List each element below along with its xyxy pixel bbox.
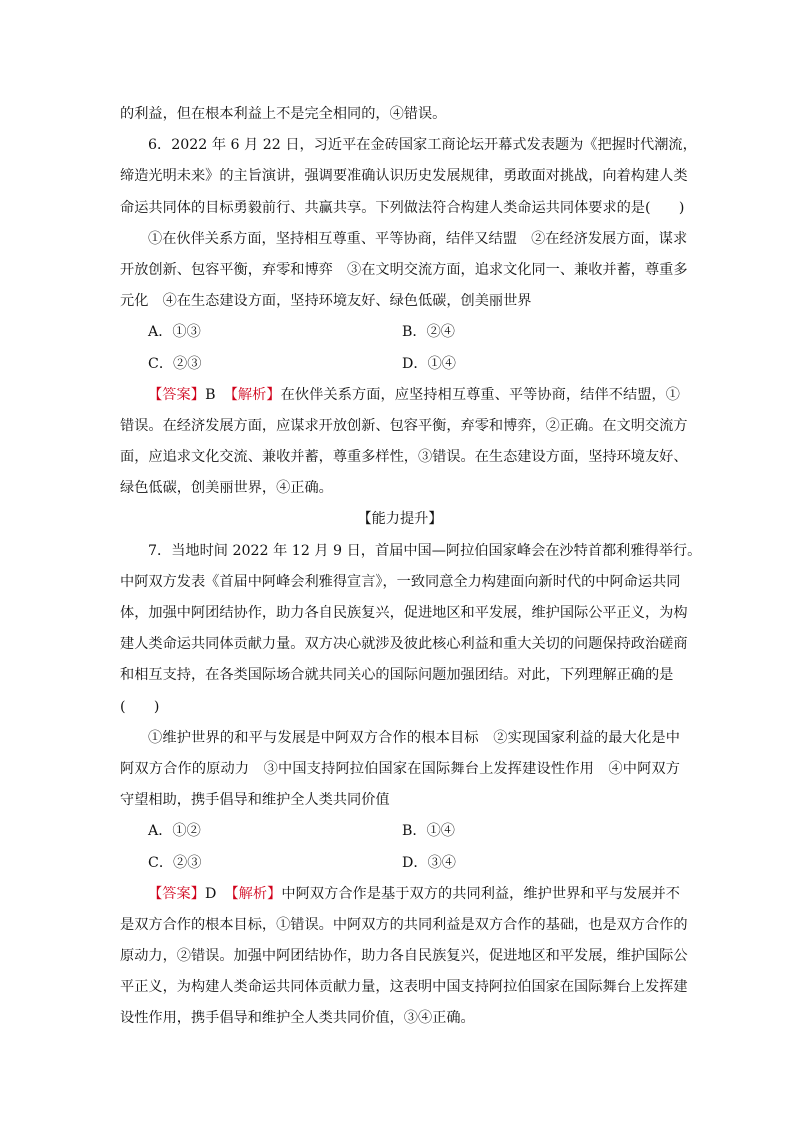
- q6-answer-tag: 【答案】: [148, 386, 206, 403]
- q6-options-row: [120, 317, 680, 348]
- q7-options-row: [120, 848, 680, 879]
- question-6: [120, 130, 697, 504]
- q7-options-row: [120, 816, 680, 847]
- q6-analysis-line: 错误。在经济发展方面，应谋求开放创新、包容平衡，弃零和博弈，②正确。在文明交流方: [120, 417, 688, 434]
- q7-analysis-text: 中阿双方合作是基于双方的共同利益，维护世界和平与发展并不: [281, 885, 680, 902]
- q7-answer-value: D: [204, 885, 217, 902]
- q6-stem-line: 命运共同体的目标勇毅前行、共赢共享。下列做法符合构建人类命运共同体要求的是( ): [120, 199, 685, 216]
- q7-analysis-line: 设性作用，携手倡导和维护全人类共同价值，③④正确。: [120, 1010, 475, 1027]
- q6-answer-value: B: [205, 386, 216, 403]
- q6-option-d: D．①④: [402, 355, 456, 372]
- q6-analysis-line: 面，应追求文化交流、兼收并蓄，尊重多样性，③错误。在生态建设方面，坚持环境友好、: [120, 449, 688, 466]
- q6-option-a: A．①③: [148, 324, 201, 341]
- q6-option-b: B．②④: [402, 324, 455, 341]
- q6-stem-line: 6．2022 年 6 月 22 日，习近平在金砖国家工商论坛开幕式发表题为《把握时代潮流，: [148, 137, 697, 154]
- q7-analysis-line: 平正义，为构建人类命运共同体贡献力量，这表明中国支持阿拉伯国家在国际舞台上发挥建: [120, 979, 688, 996]
- prev-analysis-tail: 的利益，但在根本利益上不是完全相同的，④错误。: [120, 106, 447, 122]
- q6-analysis-text: 在伙伴关系方面，应坚持相互尊重、平等协商，结伴不结盟，①: [280, 386, 680, 403]
- q7-option-c: C．②③: [148, 854, 202, 871]
- q7-stem-line: 体，加强中阿团结协作，助力各自民族复兴，促进地区和平发展，维护国际公平正义，为构: [120, 605, 688, 621]
- q7-statement-line: 阿双方合作的原动力 ③中国支持阿拉伯国家在国际舞台上发挥建设性作用 ④中阿双方: [120, 760, 680, 777]
- section-title: 【能力提升】: [357, 511, 443, 528]
- q7-answer-tag: 【答案】: [148, 885, 205, 902]
- q7-stem-line: 和相互支持，在各类国际场合就共同关心的国际问题加强团结。对此，下列理解正确的是: [120, 667, 674, 684]
- q7-analysis-line: [120, 879, 680, 910]
- q6-stem-line: 缔造光明未来》的主旨演讲，强调要准确认识历史发展规律，勇敢面对挑战，向着构建人类: [120, 168, 688, 185]
- q7-statement-line: 守望相助，携手倡导和维护全人类共同价值: [120, 792, 390, 809]
- q7-option-d: D．③④: [402, 854, 456, 871]
- q6-analysis-line: [120, 380, 680, 411]
- q7-statement-line: ①维护世界的和平与发展是中阿双方合作的根本目标 ②实现国家利益的最大化是中: [148, 729, 680, 746]
- q6-analysis-line: 绿色低碳，创美丽世界，④正确。: [120, 480, 333, 497]
- q6-analysis-tag: 【解析】: [223, 386, 281, 403]
- q6-option-c: C．②③: [148, 355, 202, 372]
- q6-statement-line: 开放创新、包容平衡，弃零和博弈 ③在文明交流方面，追求文化同一、兼收并蓄，尊重多: [120, 261, 688, 278]
- q7-option-b: B．①④: [402, 823, 455, 840]
- q7-analysis-line: 是双方合作的根本目标，①错误。中阿双方的共同利益是双方合作的基础，也是双方合作的: [120, 916, 688, 933]
- question-7: [120, 536, 702, 1035]
- q7-stem-line: 7．当地时间 2022 年 12 月 9 日，首届中国—阿拉伯国家峰会在沙特首都利雅得举行。: [148, 542, 702, 559]
- q6-statement-line: ①在伙伴关系方面，坚持相互尊重、平等协商，结伴又结盟 ②在经济发展方面，谋求: [148, 230, 688, 247]
- q7-option-a: A．①②: [148, 823, 201, 840]
- q6-statement-line: 元化 ④在生态建设方面，坚持环境友好、绿色低碳，创美丽世界: [120, 293, 532, 310]
- q7-analysis-line: 原动力，②错误。加强中阿团结协作，助力各自民族复兴，促进地区和平发展，维护国际公: [120, 948, 688, 965]
- q7-stem-line: 中阿双方发表《首届中阿峰会利雅得宣言》，一致同意全力构建面向新时代的中阿命运共同: [120, 573, 681, 590]
- document-page: [120, 99, 702, 1035]
- q7-stem-line: 建人类命运共同体贡献力量。双方决心就涉及彼此核心利益和重大关切的问题保持政治磋商: [120, 636, 688, 653]
- q6-options-row: [120, 349, 680, 380]
- q7-stem-line: ( ): [120, 698, 160, 715]
- q7-analysis-tag: 【解析】: [224, 885, 282, 902]
